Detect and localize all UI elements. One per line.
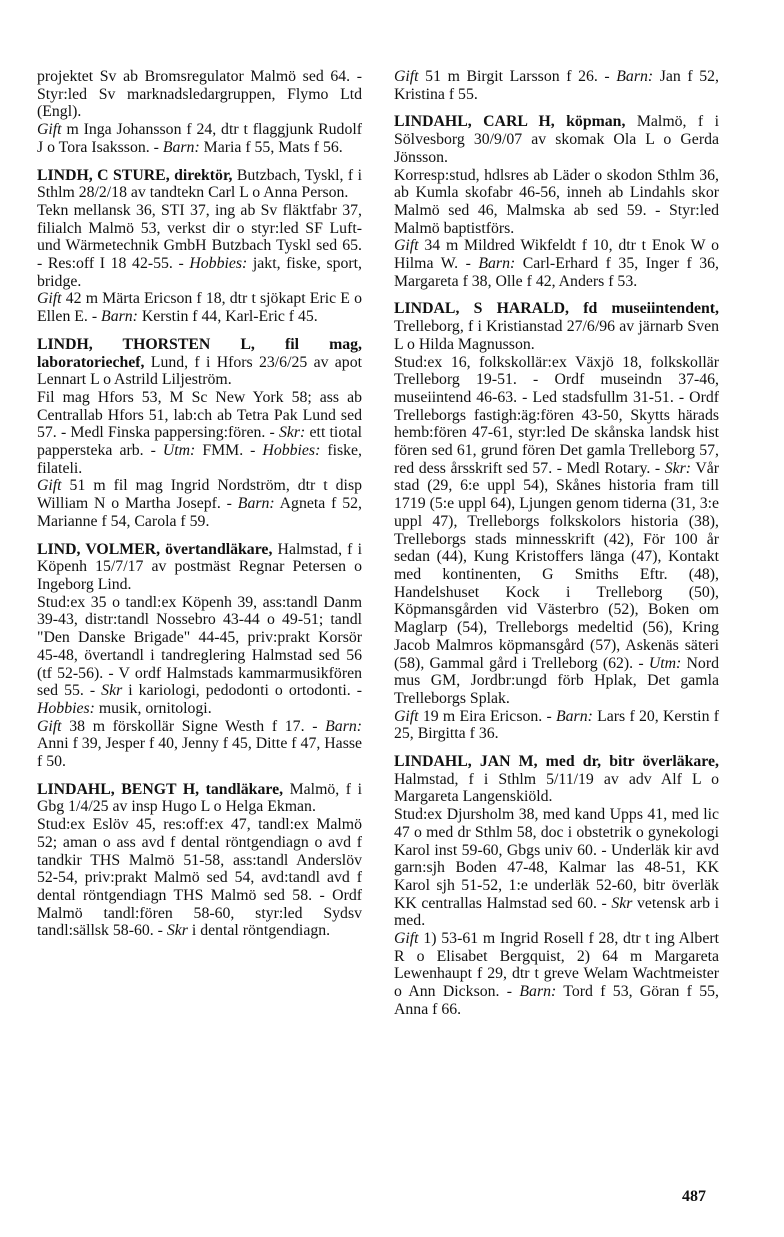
barn-label: Barn: xyxy=(556,707,593,725)
barn-text: Kerstin f 44, Karl-Eric f 45. xyxy=(137,308,318,326)
entry-heading: LINDAHL, BENGT H, tandläkare, xyxy=(37,780,284,798)
page-number: 487 xyxy=(682,1188,706,1205)
entry-continuation-right xyxy=(394,68,719,103)
entry-lindh-c-sture xyxy=(37,167,362,326)
skr-label: Skr: xyxy=(279,424,306,442)
entry-text: projektet Sv ab Bromsregulator Malmö sed 64. - Styr:led Sv marknadsledargruppen, Flymo Ltd (Engl). xyxy=(37,68,362,121)
hobbies-label: Hobbies: xyxy=(189,255,248,273)
barn-text: Carl-Erhard f 35, Inger f 36, Margareta f 38, Olle f 42, Anders f 53. xyxy=(394,255,720,290)
skr-text: i dental röntgendiagn. xyxy=(187,922,331,940)
gift-label: Gift xyxy=(37,477,62,495)
barn-text: Anni f 39, Jesper f 40, Jenny f 45, Ditte f 47, Hasse f 50. xyxy=(37,735,362,771)
barn-label: Barn: xyxy=(237,495,275,513)
entry-heading: LINDH, THORSTEN L, fil mag, laboratoriechef, xyxy=(37,335,362,371)
hobbies-label: Hobbies: xyxy=(262,442,321,460)
entry-body: Tekn mellansk 36, STI 37, ing ab Sv fläktfabr 37, filialch Malmö 53, verkst dir o styr:led SF Luft- und Wärmetechnik GmbH Butzbach Tyskl sed 65. - Res:off I 18 42-55. - xyxy=(37,201,362,273)
right-column xyxy=(394,68,719,1029)
entry-intro: Malmö, f i Gbg 1/4/25 av insp Hugo L o Helga Ekman. xyxy=(37,780,362,816)
entry-intro: Malmö, f i Sölvesborg 30/9/07 av skomak Ola L o Gerda Jönsson. xyxy=(394,113,719,166)
gift-label: Gift xyxy=(37,717,62,735)
barn-label: Barn: xyxy=(325,717,362,735)
barn-label: Barn: xyxy=(478,255,516,273)
gift-text: 38 m förskollär Signe Westh f 17. - xyxy=(61,717,326,735)
barn-text: Agneta f 52, Marianne f 54, Carola f 59. xyxy=(37,495,362,530)
gift-label: Gift xyxy=(394,68,419,85)
barn-text: Jan f 52, Kristina f 55. xyxy=(394,68,719,103)
entry-intro: Halmstad, f i Köpenh 15/7/17 av postmäst Regnar Petersen o Ingeborg Lind. xyxy=(37,540,362,593)
gift-text: 51 m fil mag Ingrid Nordström, dtr t disp William N o Martha Josepf. - xyxy=(37,477,362,513)
entry-heading: LINDAHL, JAN M, med dr, bitr överläkare, xyxy=(394,753,719,771)
entry-lindahl-bengt xyxy=(37,781,362,940)
skr-text: i kariologi, pedodonti o ortodonti. - xyxy=(122,682,362,700)
utm-label: Utm: xyxy=(162,442,196,460)
gift-label: Gift xyxy=(37,290,62,308)
skr-text: Vår stad (29, 6:e uppl 54), Skånes historia fram till 1719 (5:e uppl 64), Ljungen genom tiderna (31, 3:e uppl 47), Trelleborgs folkskolors historia (38), Trelleborgs stads minnesskrift (42), För 100 år sedan (44), Kung Kristoffers länga (47), Kontakt med kontinenten, G Smiths Eftr. (48), Handelshuset Kock i Trelleborg (50), Köpmansgården vid Västerbro (52), Boken om Maglarp (54), Trelleborgs medeltid (56), Kring Jacob Malmros köpmansgård (57), Askenäs säteri (58), Gammal gård i Trelleborg (62). - xyxy=(394,459,719,672)
gift-text: 1) 53-61 m Ingrid Rosell f 28, dtr t ing Albert R o Elisabet Bergquist, 2) 64 m Margareta Lewenhaupt f 29, dtr t greve Welam Wachtmeister o Ann Dickson. - xyxy=(394,930,719,1001)
gift-label: Gift xyxy=(394,930,419,948)
skr-text: ett tiotal pappersteka arb. - xyxy=(37,424,363,460)
left-column xyxy=(37,68,362,950)
entry-body: Stud:ex 16, folkskollär:ex Växjö 18, folkskollär Trelleborg 19-51. - Ordf museindn 37-46, museiintend 46-63. - Led stadsfullm 31-51. - Ordf Trelleborgs fastigh:äg:fören 43-50, Skytts härads hemb:fören 47-61, styr:led De skånska landsk hist fören sed 61, grund fören Det gamla Trelleborg 57, red dess årsskrift sed 57. - Medl Rotary. - xyxy=(394,353,719,477)
entry-lindal-harald xyxy=(394,300,719,743)
entry-body: Korresp:stud, hdlsres ab Läder o skodon Sthlm 36, ab Kumla skofabr 46-56, inneh ab Lindahls skor Malmö sed 46, Malmska ab sed 59. - Styr:led Malmö baptistförs. xyxy=(394,166,719,237)
gift-text: 34 m Mildred Wikfeldt f 10, dtr t Enok W o Hilma W. - xyxy=(394,237,719,273)
hobbies-text: fiske, filateli. xyxy=(37,442,363,477)
hobbies-text: musik, ornitologi. xyxy=(94,699,212,717)
skr-label: Skr: xyxy=(664,459,692,477)
barn-text: Tord f 53, Göran f 55, Anna f 66. xyxy=(394,983,719,1018)
gift-text: 42 m Märta Ericson f 18, dtr t sjökapt Eric E o Ellen E. - xyxy=(37,290,362,326)
gift-text: 19 m Eira Ericson. - xyxy=(418,707,556,725)
entry-heading: LINDAL, S HARALD, fd museiintendent, xyxy=(394,300,719,318)
entry-lindahl-jan xyxy=(394,753,719,1019)
entry-body: Stud:ex Djursholm 38, med kand Upps 41, med lic 47 o med dr Sthlm 58, doc i obstetrik o gynekologi Karol inst 59-60, Gbgs univ 60. - Underläk kir avd garn:sjh Boden 47-48, Kalmar las 48-51, KK Karol sjh 51-52, 1:e underläk 52-60, bitr överläk KK centrallas Halmstad sed 60. - xyxy=(394,806,719,912)
gift-label: Gift xyxy=(394,707,419,725)
entry-lind-volmer xyxy=(37,541,362,771)
hobbies-label: Hobbies: xyxy=(37,699,95,717)
gift-label: Gift xyxy=(37,121,62,139)
barn-text: Lars f 20, Kerstin f 25, Birgitta f 36. xyxy=(394,707,719,743)
skr-label: Skr xyxy=(611,894,633,912)
utm-text: Nord mus GM, Jordbr:ungd förb Hplak, Det gamla Trelleborgs Splak. xyxy=(394,654,719,707)
entry-heading: LINDH, C STURE, direktör, xyxy=(37,166,233,184)
gift-text: 51 m Birgit Larsson f 26. - xyxy=(418,68,617,85)
barn-label: Barn: xyxy=(616,68,654,85)
barn-label: Barn: xyxy=(162,138,200,156)
barn-label: Barn: xyxy=(519,983,557,1001)
barn-label: Barn: xyxy=(101,308,138,326)
entry-continuation-left xyxy=(37,68,362,157)
entry-lindh-thorsten xyxy=(37,336,362,531)
skr-text: vetensk arb i med. xyxy=(394,894,719,930)
skr-label: Skr xyxy=(101,682,123,700)
entry-heading: LIND, VOLMER, övertandläkare, xyxy=(37,540,273,558)
skr-label: Skr xyxy=(166,922,188,940)
gift-label: Gift xyxy=(394,237,419,255)
hobbies-text: jakt, fiske, sport, bridge. xyxy=(37,255,362,290)
entry-body: Stud:ex Eslöv 45, res:off:ex 47, tandl:ex Malmö 52; aman o ass avd f dental röntgendiagn o avd f tandkir THS Malmö 51-58, ass:tandl Anderslöv 52-54, priv:prakt Malmö sed 54, avd:tandl avd f dental röntgendiagn THS Malmö sed 58. - Ordf Malmö tandl:fören 58-60, styr:led Sydsv tandl:sällsk 58-60. - xyxy=(37,816,362,940)
entry-intro: Lund, f i Hfors 23/6/25 av apot Lennart L o Astrild Liljeström. xyxy=(37,353,362,389)
entry-intro: Halmstad, f i Sthlm 5/11/19 av adv Alf L o Margareta Langenskiöld. xyxy=(394,770,719,806)
entry-body: Fil mag Hfors 53, M Sc New York 58; ass ab Centrallab Hfors 51, lab:ch ab Tetra Pak Lund sed 57. - Medl Finska pappersing:fören. - xyxy=(37,388,362,442)
utm-text: FMM. - xyxy=(195,442,263,460)
gift-text: m Inga Johansson f 24, dtr t flaggjunk Rudolf J o Tora Isaksson. - xyxy=(37,121,362,156)
entry-heading: LINDAHL, CARL H, köpman, xyxy=(394,113,626,131)
entry-body: Stud:ex 35 o tandl:ex Köpenh 39, ass:tandl Danm 39-43, distr:tandl Nossebro 43-44 o 49-51; tandl "Den Danske Brigade" 44-45, priv:prakt Korsör 45-48, övertandl i tandreglering Halmstad sed 56 (tf 52-56). - V ordf Halmstads kammarmusikfören sed 55. - xyxy=(37,593,362,700)
utm-label: Utm: xyxy=(648,654,682,672)
entry-lindahl-carl xyxy=(394,113,719,290)
barn-text: Maria f 55, Mats f 56. xyxy=(199,138,343,156)
entry-intro: Butzbach, Tyskl, f i Sthlm 28/2/18 av tandtekn Carl L o Anna Person. xyxy=(37,166,363,202)
entry-intro: Trelleborg, f i Kristianstad 27/6/96 av järnarb Sven L o Hilda Magnusson. xyxy=(394,318,719,353)
